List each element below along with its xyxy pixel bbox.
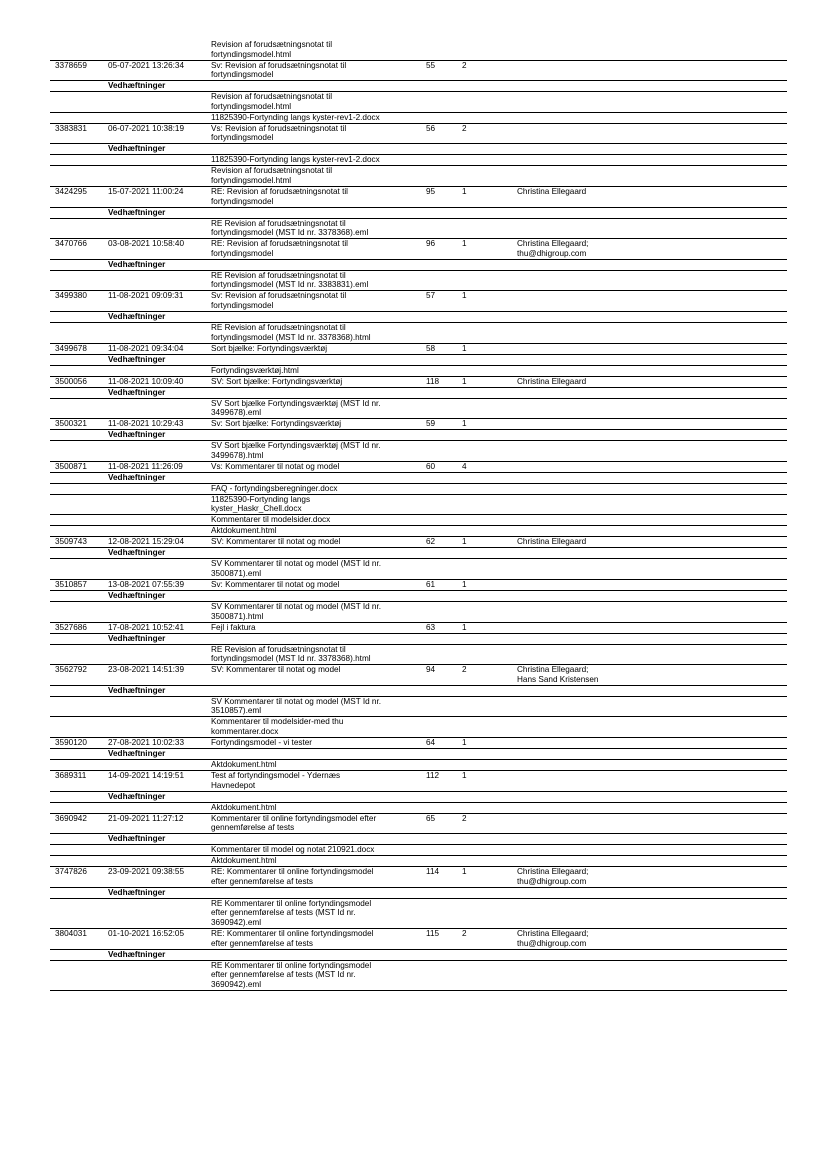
date-cell: 15-07-2021 11:00:24 [108, 187, 184, 196]
date-cell: 12-08-2021 15:29:04 [108, 537, 185, 547]
attachment-filename: Aktdokument.html [211, 760, 277, 769]
attachments-label: Vedhæftninger [108, 207, 166, 217]
doc-number: 56 [426, 123, 436, 133]
attachment-filename: RE Revision af forudsætningsnotat til fortyndingsmodel (MST Id nr. 3383831).eml [211, 270, 369, 290]
doc-number: 60 [426, 461, 436, 471]
attachment-filename: Kommentarer til modelsider.docx [211, 515, 331, 525]
attachment-row [50, 39, 787, 61]
title-cell: RE: Revision af forudsætningsnotat til fortyndingsmodel [211, 239, 348, 258]
doc-number: 59 [426, 419, 436, 429]
attachment-filename: Fortyndingsværktøj.html [211, 365, 299, 375]
date-cell: 23-08-2021 14:51:39 [108, 665, 185, 675]
email-row [50, 186, 787, 208]
email-row [50, 928, 787, 950]
date-cell: 06-07-2021 10:38:19 [108, 123, 185, 133]
attachments-label: Vedhæftninger [108, 548, 166, 558]
recipient-cell: Christina Ellegaard; thu@dhigroup.com [517, 929, 589, 948]
title-cell: Kommentarer til online fortyndingsmodel efter gennemførelse af tests [211, 813, 377, 833]
doc-number: 118 [426, 376, 440, 386]
title-cell: SV: Sort bjælke: Fortyndingsværktøj [211, 376, 343, 386]
title-cell: Fortyndingsmodel - vi tester [211, 738, 313, 747]
attachment-filename: SV Sort bjælke Fortyndingsværktøj (MST Id nr. 3499678).eml [211, 398, 381, 418]
attachments-label: Vedhæftninger [108, 144, 166, 154]
date-cell: 05-07-2021 13:26:34 [108, 60, 185, 70]
doc-id: 3509743 [55, 537, 87, 547]
date-cell: 11-08-2021 10:09:40 [108, 376, 184, 386]
date-cell: 27-08-2021 10:02:33 [108, 738, 185, 747]
doc-id: 3378659 [55, 60, 87, 70]
attachment-filename: RE Kommentarer til online fortyndingsmodel efter gennemførelse af tests (MST Id nr. 3690942).eml [211, 898, 372, 927]
attachments-label: Vedhæftninger [108, 949, 166, 959]
title-cell: RE: Revision af forudsætningsnotat til fortyndingsmodel [211, 187, 348, 206]
title-cell: Fejl i faktura [211, 622, 256, 632]
title-cell: RE: Kommentarer til online fortyndingsmodel efter gennemførelse af tests [211, 867, 374, 886]
title-cell: Sv: Revision af forudsætningsnotat til fortyndingsmodel [211, 60, 347, 80]
doc-id: 3424295 [55, 187, 87, 196]
attachment-filename: Kommentarer til modelsider-med thu kommentarer.docx [211, 717, 344, 736]
attachment-count: 1 [462, 187, 467, 196]
attachment-row [50, 644, 787, 666]
doc-id: 3383831 [55, 123, 87, 133]
attachments-label: Vedhæftninger [108, 685, 166, 695]
email-row [50, 813, 787, 835]
doc-number: 63 [426, 622, 436, 632]
attachment-count: 4 [462, 461, 467, 471]
title-cell: Sv: Revision af forudsætningsnotat til fortyndingsmodel [211, 291, 347, 310]
doc-number: 61 [426, 580, 436, 589]
recipient-cell: Christina Ellegaard [517, 376, 587, 386]
doc-id: 3500056 [55, 376, 87, 386]
doc-id: 3590120 [55, 738, 87, 747]
doc-id: 3747826 [55, 867, 87, 877]
doc-number: 94 [426, 665, 436, 675]
title-cell: SV: Kommentarer til notat og model [211, 537, 341, 547]
attachment-row [50, 270, 787, 292]
doc-id: 3500871 [55, 461, 87, 471]
recipient-cell: Christina Ellegaard; thu@dhigroup.com [517, 867, 589, 886]
attachment-row [50, 696, 787, 718]
attachment-count: 2 [462, 123, 467, 133]
date-cell: 21-09-2021 11:27:12 [108, 813, 184, 823]
doc-id: 3499678 [55, 343, 87, 353]
attachments-label: Vedhæftninger [108, 430, 166, 440]
attachment-filename: SV Kommentarer til notat og model (MST Id nr. 3510857).eml [211, 696, 382, 716]
date-cell: 11-08-2021 11:26:09 [108, 461, 183, 471]
attachments-label: Vedhæftninger [108, 591, 166, 600]
doc-number: 115 [426, 929, 440, 938]
doc-number: 65 [426, 813, 436, 823]
attachment-filename: 11825390-Fortynding langs kyster_Haskr_Chell.docx [211, 494, 311, 514]
doc-id: 3804031 [55, 929, 87, 938]
email-row [50, 664, 787, 686]
attachment-count: 2 [462, 665, 467, 675]
recipient-cell: Christina Ellegaard; Hans Sand Kristensen [517, 665, 599, 684]
attachment-count: 2 [462, 60, 467, 70]
attachment-row [50, 960, 787, 991]
attachment-filename: Aktdokument.html [211, 802, 277, 812]
attachment-count: 1 [462, 580, 467, 589]
recipient-cell: Christina Ellegaard [517, 187, 587, 196]
attachment-filename: RE Kommentarer til online fortyndingsmodel efter gennemførelse af tests (MST Id nr. 3690942).eml [211, 960, 372, 989]
attachment-row [50, 91, 787, 113]
title-cell: RE: Kommentarer til online fortyndingsmodel efter gennemførelse af tests [211, 929, 374, 948]
attachments-label: Vedhæftninger [108, 749, 166, 758]
doc-id: 3690942 [55, 813, 87, 823]
email-row [50, 60, 787, 82]
attachment-count: 2 [462, 929, 467, 938]
doc-number: 114 [426, 867, 440, 877]
recipient-cell: Christina Ellegaard [517, 537, 587, 547]
attachment-row [50, 165, 787, 187]
attachment-filename: 11825390-Fortynding langs kyster-rev1-2.docx [211, 155, 380, 165]
attachment-filename: SV Sort bjælke Fortyndingsværktøj (MST Id nr. 3499678).html [211, 441, 381, 460]
attachment-filename: Revision af forudsætningsnotat til fortyndingsmodel.html [211, 92, 333, 111]
date-cell: 11-08-2021 09:34:04 [108, 343, 184, 353]
attachments-label: Vedhæftninger [108, 81, 166, 91]
attachment-filename: Aktdokument.html [211, 856, 277, 866]
doc-number: 95 [426, 187, 436, 196]
doc-id: 3562792 [55, 665, 87, 675]
attachment-filename: Aktdokument.html [211, 526, 277, 536]
attachment-count: 1 [462, 867, 467, 877]
attachments-label: Vedhæftninger [108, 312, 166, 321]
attachments-label: Vedhæftninger [108, 887, 166, 897]
attachment-row [50, 322, 787, 344]
title-cell: Sv: Sort bjælke: Fortyndingsværktøj [211, 419, 342, 429]
attachment-filename: Kommentarer til model og notat 210921.docx [211, 845, 375, 855]
title-cell: Vs: Revision af forudsætningsnotat til fortyndingsmodel [211, 123, 347, 143]
attachment-filename: Revision af forudsætningsnotat til fortyndingsmodel.html [211, 166, 333, 185]
email-row [50, 290, 787, 312]
attachment-row [50, 218, 787, 240]
attachment-row [50, 601, 787, 623]
attachments-label: Vedhæftninger [108, 259, 166, 269]
attachment-row [50, 494, 787, 516]
doc-number: 64 [426, 738, 436, 747]
attachments-label: Vedhæftninger [108, 834, 166, 844]
doc-number: 58 [426, 343, 436, 353]
attachment-count: 1 [462, 771, 467, 780]
attachment-count: 1 [462, 376, 467, 386]
attachment-count: 2 [462, 813, 467, 823]
title-cell: Test af fortyndingsmodel - Ydernæs Havnedepot [211, 771, 341, 790]
date-cell: 13-08-2021 07:55:39 [108, 580, 185, 589]
attachment-filename: SV Kommentarer til notat og model (MST Id nr. 3500871).eml [211, 559, 382, 578]
attachment-count: 1 [462, 738, 467, 747]
email-row [50, 866, 787, 888]
date-cell: 14-09-2021 14:19:51 [108, 771, 185, 780]
doc-id: 3510857 [55, 580, 87, 589]
attachment-filename: SV Kommentarer til notat og model (MST Id nr. 3500871).html [211, 602, 382, 621]
recipient-cell: Christina Ellegaard; thu@dhigroup.com [517, 239, 589, 258]
email-row [50, 238, 787, 260]
attachment-row [50, 898, 787, 929]
doc-number: 96 [426, 239, 436, 249]
attachment-filename: RE Revision af forudsætningsnotat til fortyndingsmodel (MST Id nr. 3378368).eml [211, 218, 369, 238]
attachment-count: 1 [462, 622, 467, 632]
doc-number: 112 [426, 771, 440, 780]
date-cell: 01-10-2021 16:52:05 [108, 929, 185, 938]
attachment-count: 1 [462, 291, 467, 301]
doc-number: 55 [426, 60, 436, 70]
attachments-label: Vedhæftninger [108, 633, 166, 643]
date-cell: 03-08-2021 10:58:40 [108, 239, 185, 249]
date-cell: 23-09-2021 09:38:55 [108, 867, 185, 877]
attachment-row [50, 440, 787, 462]
attachment-row [50, 398, 787, 420]
title-cell: Sort bjælke: Fortyndingsværktøj [211, 343, 328, 353]
attachment-count: 1 [462, 343, 467, 353]
date-cell: 11-08-2021 10:29:43 [108, 419, 184, 429]
attachment-filename: RE Revision af forudsætningsnotat til fortyndingsmodel (MST Id nr. 3378368).html [211, 323, 371, 342]
attachment-filename: 11825390-Fortynding langs kyster-rev1-2.docx [211, 112, 380, 122]
date-cell: 17-08-2021 10:52:41 [108, 622, 185, 632]
doc-id: 3500321 [55, 419, 87, 429]
doc-id: 3689311 [55, 771, 87, 780]
attachment-row [50, 716, 787, 738]
date-cell: 11-08-2021 09:09:31 [108, 291, 184, 301]
attachment-filename: Revision af forudsætningsnotat til fortyndingsmodel.html [211, 40, 333, 59]
doc-number: 57 [426, 291, 436, 301]
doc-id: 3527686 [55, 622, 87, 632]
attachments-label: Vedhæftninger [108, 791, 166, 801]
attachment-count: 1 [462, 537, 467, 547]
doc-id: 3470766 [55, 239, 87, 249]
attachments-label: Vedhæftninger [108, 387, 166, 397]
doc-id: 3499380 [55, 291, 87, 301]
attachment-filename: FAQ - fortyndingsberegninger.docx [211, 483, 338, 493]
email-row [50, 770, 787, 792]
attachments-label: Vedhæftninger [108, 354, 166, 364]
doc-number: 62 [426, 537, 436, 547]
attachment-filename: RE Revision af forudsætningsnotat til fortyndingsmodel (MST Id nr. 3378368).html [211, 644, 371, 664]
title-cell: SV: Kommentarer til notat og model [211, 665, 341, 675]
title-cell: Vs: Kommentarer til notat og model [211, 461, 340, 471]
attachment-count: 1 [462, 419, 467, 429]
attachments-label: Vedhæftninger [108, 472, 166, 482]
attachment-count: 1 [462, 239, 467, 249]
title-cell: Sv: Kommentarer til notat og model [211, 580, 340, 589]
attachment-row [50, 558, 787, 580]
email-row [50, 123, 787, 145]
